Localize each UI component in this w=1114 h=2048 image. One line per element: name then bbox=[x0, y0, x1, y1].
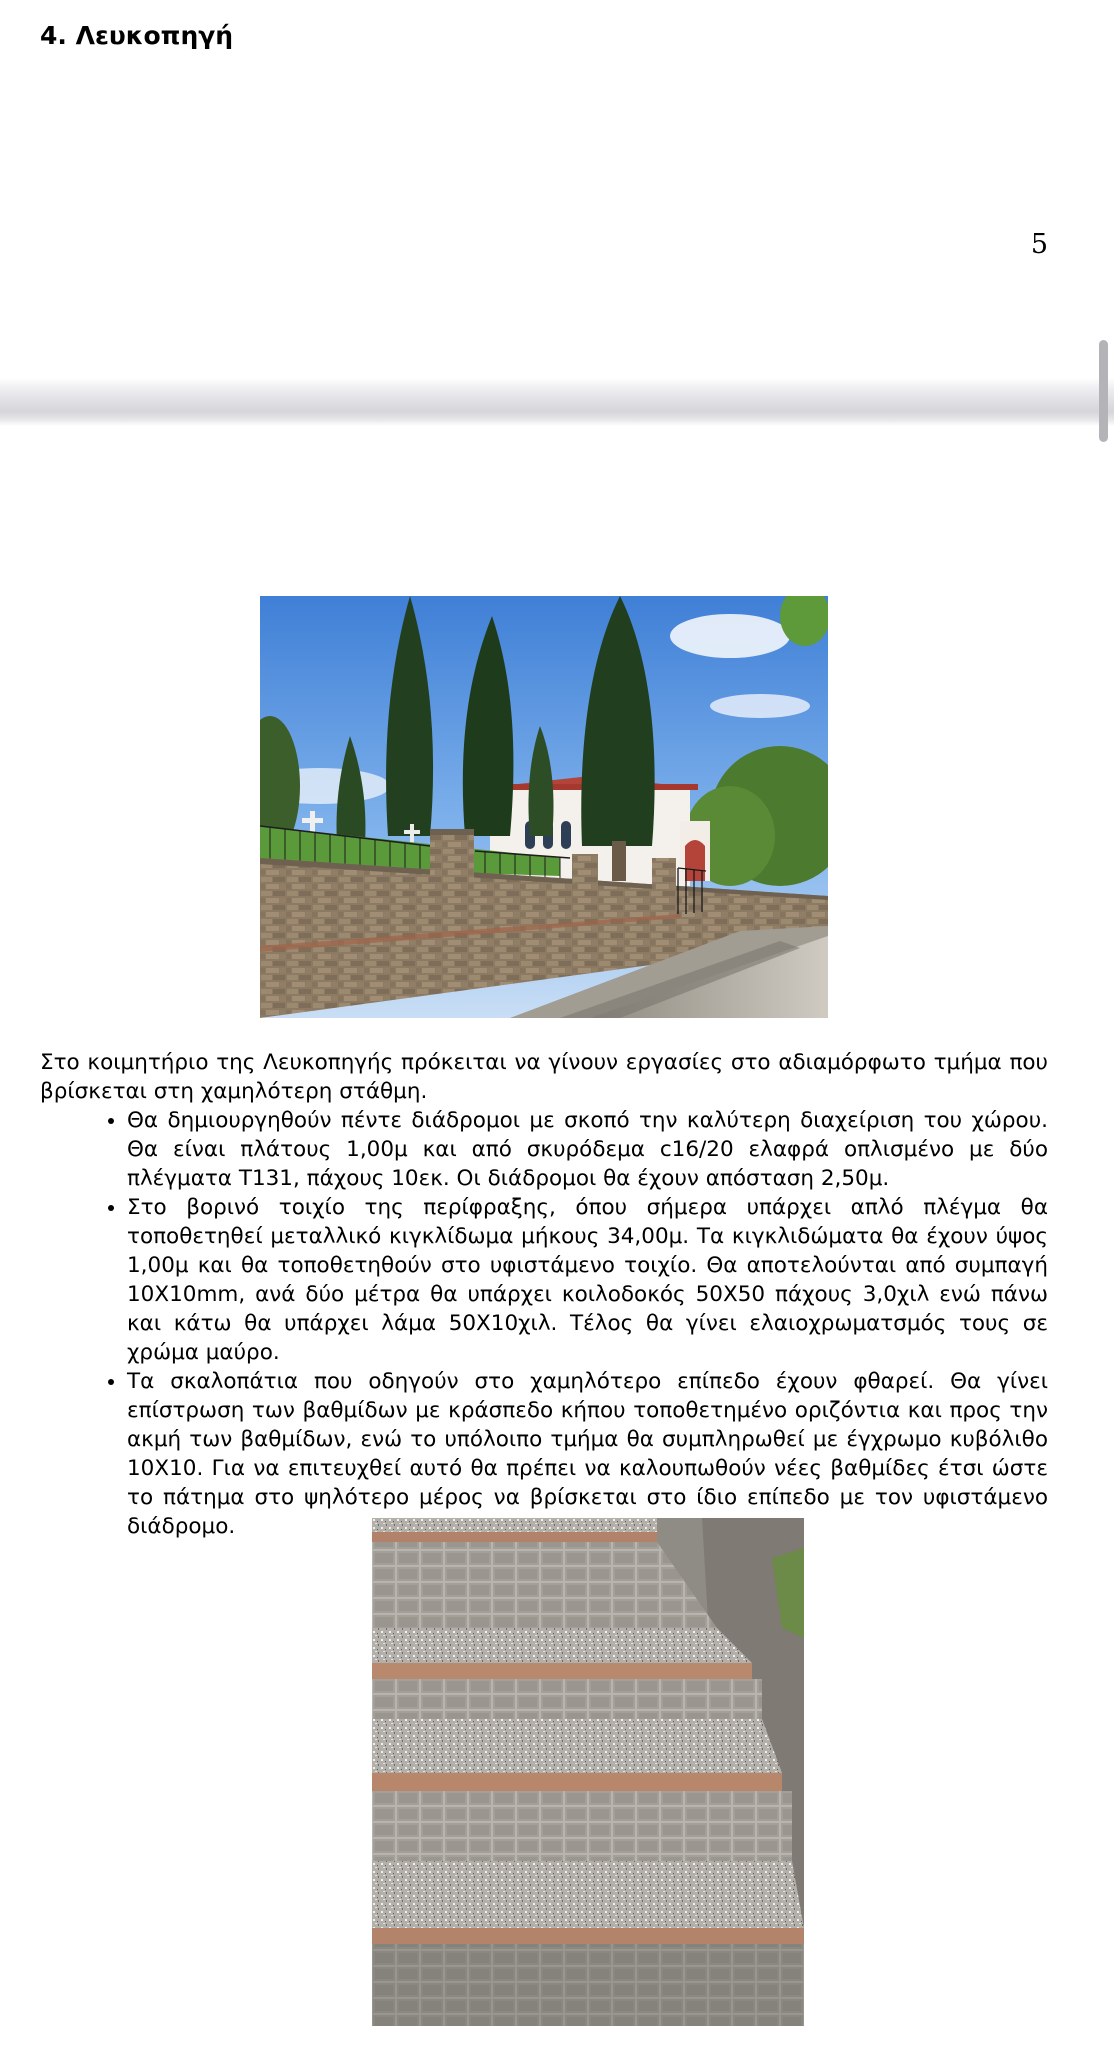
stairs-photo bbox=[372, 1518, 804, 2026]
works-list bbox=[40, 1106, 1048, 1541]
list-item-railing: • Στο βορινό τοιχίο της περίφραξης, όπου σήμερα υπάρχει απλό πλέγμα θα τοποθετηθεί μεταλλικό κιγκλίδωμα μήκους 34,00μ. Τα κιγκλιδώματα θα έχουν ύψος 1,00μ και θα τοποθετηθούν στο υφιστάμενο τοιχίο. Θα αποτελούνται από συμπαγή 10Χ10mm, ανά δύο μέτρα θα υπάρχει κοιλοδοκός 50Χ50 πάχους 3,0χιλ ενώ πάνω και κάτω θα υπάρχει λάμα 50Χ10χιλ. Τέλος θα γίνει ελαιοχρωματσμός τους σε χρώμα μαύρο. bbox=[127, 1193, 1048, 1367]
page-number: 5 bbox=[1030, 229, 1048, 260]
list-item-walkways: • Θα δημιουργηθούν πέντε διάδρομοι με σκοπό την καλύτερη διαχείριση του χώρου. Θα είναι πλάτους 1,00μ και από σκυρόδεμα c16/20 ελαφρά οπλισμένο με δύο πλέγματα Τ131, πάχους 10εκ. Οι διάδρομοι θα έχουν απόσταση 2,50μ. bbox=[127, 1106, 1048, 1193]
intro-paragraph: Στο κοιμητήριο της Λευκοπηγής πρόκειται να γίνουν εργασίες στο αδιαμόρφωτο τμήμα που βρίσκεται στη χαμηλότερη στάθμη. bbox=[40, 1050, 1048, 1104]
list-item-stairs: • Τα σκαλοπάτια που οδηγούν στο χαμηλότερο επίπεδο έχουν φθαρεί. Θα γίνει επίστρωση των βαθμίδων με κράσπεδο κήπου τοποθετημένο οριζόντια και προς την ακμή των βαθμίδων, ενώ το υπόλοιπο τμήμα θα συμπληρωθεί με έγχρωμο κυβόλιθο 10Χ10. Για να επιτευχθεί αυτό θα πρέπει να καλουπωθούν νέες βαθμίδες έτσι ώστε το πάτημα στο ψηλότερο μέρος να βρίσκεται στο ίδιο επίπεδο με τον υφιστάμενο διάδρομο. bbox=[127, 1367, 1048, 1541]
scrollbar-thumb[interactable] bbox=[1099, 340, 1108, 442]
cemetery-church-photo bbox=[260, 596, 828, 1018]
page-break-separator bbox=[0, 378, 1114, 426]
section-heading: 4. Λευκοπηγή bbox=[40, 21, 234, 50]
body-text bbox=[40, 1048, 1048, 1541]
